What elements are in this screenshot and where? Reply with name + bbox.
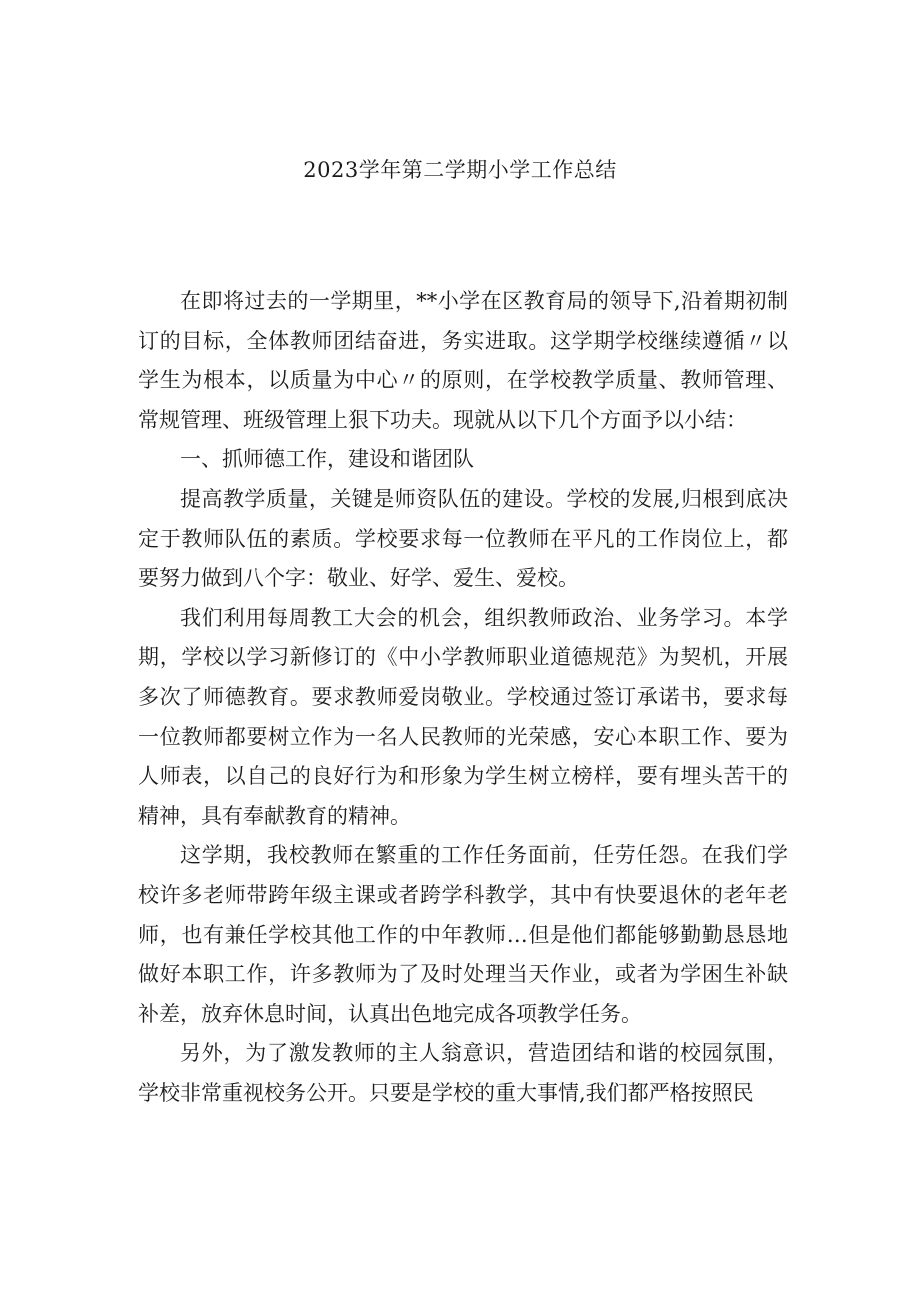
body-paragraph: 提高教学质量，关键是师资队伍的建设。学校的发展,归根到底决定于教师队伍的素质。学校要求每一位教师在平凡的工作岗位上，都要努力做到八个字：敬业、好学、爱生、爱校。 [138, 486, 788, 591]
body-paragraph: 另外，为了激发教师的主人翁意识，营造团结和谐的校园氛围，学校非常重视校务公开。只要是学校的重大事情,我们都严格按照民 [138, 1041, 788, 1105]
body-paragraph: 这学期，我校教师在繁重的工作任务面前，任劳任怨。在我们学校许多老师带跨年级主课或者跨学科教学，其中有快要退休的老年老师，也有兼任学校其他工作的中年教师…但是他们都能够勤勤恳恳地做好本职工作，许多教师为了及时处理当天作业，或者为学困生补缺补差，放弃休息时间，认真出色地完成各项教学任务。 [138, 843, 788, 1026]
body-paragraph: 我们利用每周教工大会的机会，组织教师政治、业务学习。本学期，学校以学习新修订的《中小学教师职业道德规范》为契机，开展多次了师德教育。要求教师爱岗敬业。学校通过签订承诺书，要求每一位教师都要树立作为一名人民教师的光荣感，安心本职工作、要为人师表，以自己的良好行为和形象为学生树立榜样，要有埋头苦干的精神，具有奉献教育的精神。 [138, 605, 788, 828]
document-body [138, 282, 788, 1113]
document-title: 2023学年第二学期小学工作总结 [303, 158, 617, 182]
intro-paragraph: 在即将过去的一学期里，**小学在区教育局的领导下,沿着期初制订的目标，全体教师团结奋进，务实进取。这学期学校继续遵循〃以学生为根本，以质量为中心〃的原则，在学校教学质量、教师管理、常规管理、班级管理上狠下功夫。现就从以下几个方面予以小结： [138, 289, 788, 432]
section-heading: 一、抓师德工作，建设和谐团队 [180, 447, 474, 472]
